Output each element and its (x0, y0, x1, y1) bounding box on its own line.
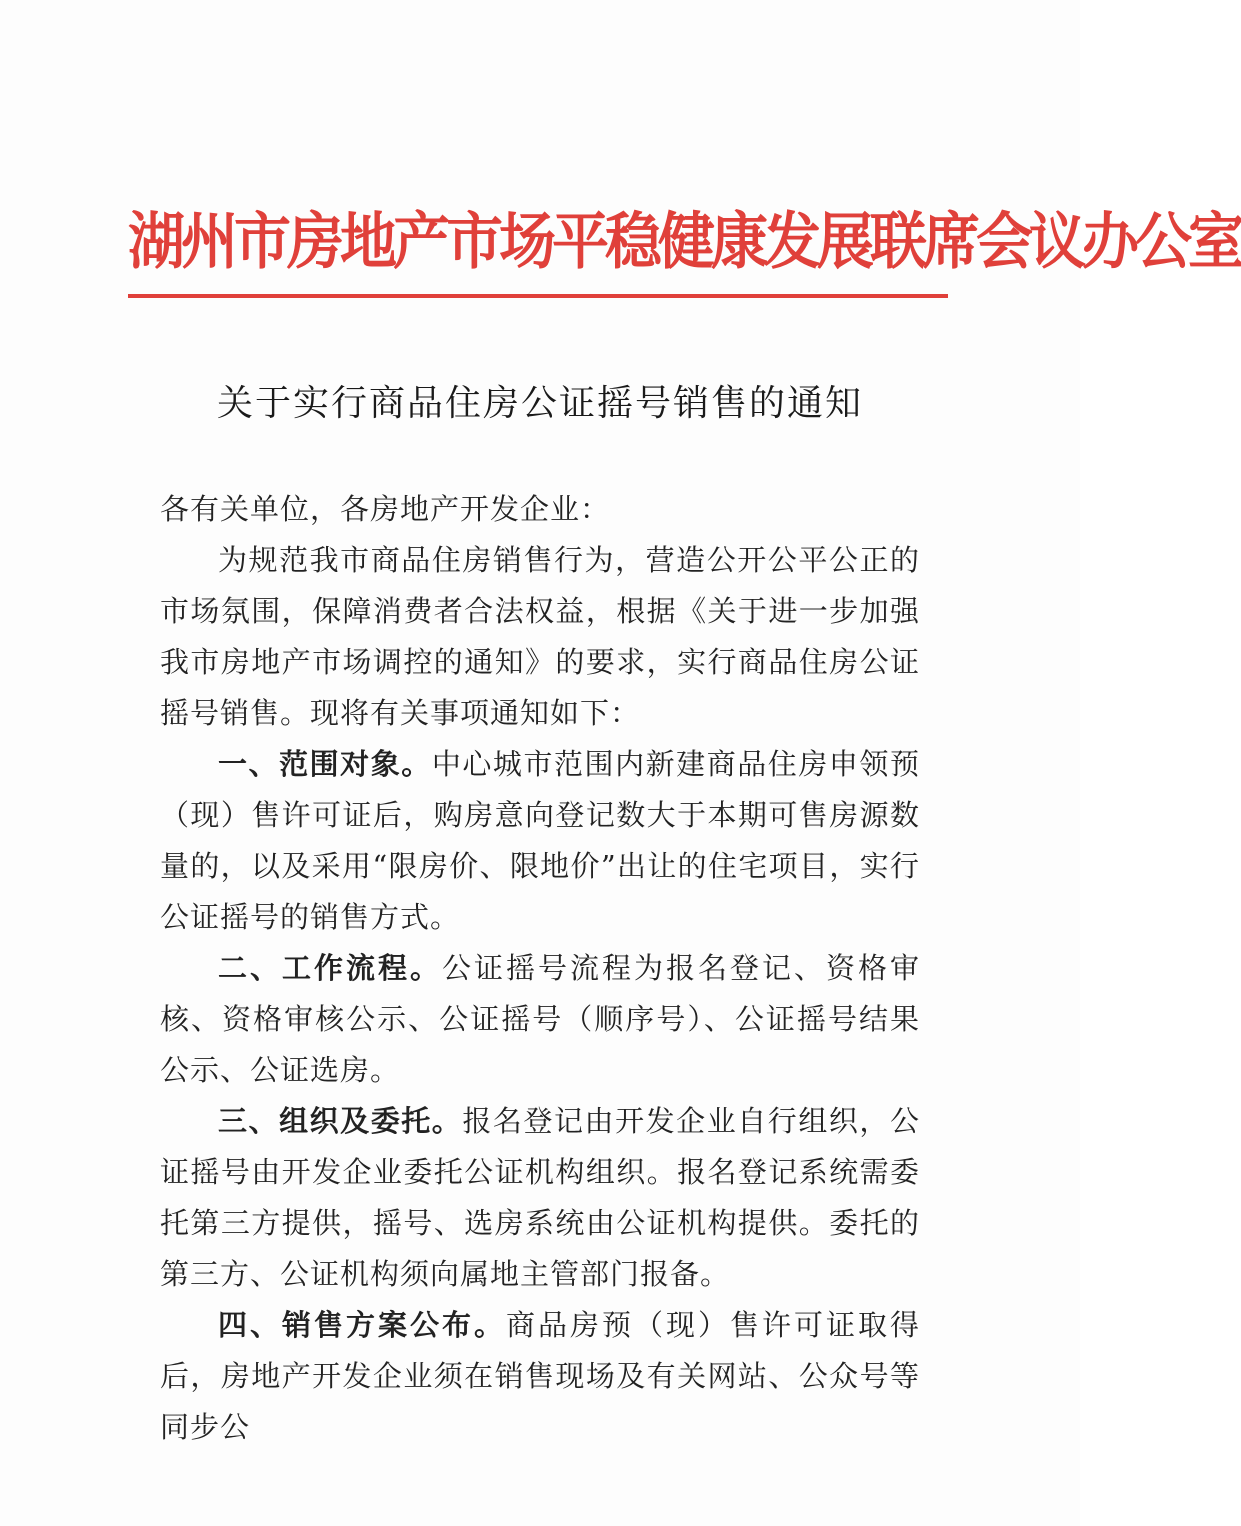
section-heading: 一、范围对象。 (218, 747, 432, 781)
red-divider-line (128, 294, 948, 298)
document-body (160, 484, 920, 1453)
section-heading: 四、销售方案公布。 (218, 1308, 506, 1342)
section-sales-plan (160, 1300, 920, 1453)
section-text: 商品房预（现）售许可证取得后，房地产开发企业须在销售现场及有关网站、公众号等同步公 (160, 1308, 920, 1444)
section-organization (160, 1096, 920, 1300)
issuer-header: 湖州市房地产市场平稳健康发展联席会议办公室 (128, 206, 1241, 278)
intro-paragraph: 为规范我市商品住房销售行为，营造公开公平公正的市场氛围，保障消费者合法权益，根据《关于进一步加强我市房地产市场调控的通知》的要求，实行商品住房公证摇号销售。现将有关事项通知如下： (160, 543, 920, 730)
salutation: 各有关单位，各房地产开发企业： (160, 492, 611, 526)
section-text: 报名登记由开发企业自行组织，公证摇号由开发企业委托公证机构组织。报名登记系统需委托第三方提供，摇号、选房系统由公证机构提供。委托的第三方、公证机构须向属地主管部门报备。 (160, 1104, 920, 1291)
document-title: 关于实行商品住房公证摇号销售的通知 (216, 383, 863, 424)
section-heading: 二、工作流程。 (218, 951, 442, 985)
section-scope (160, 739, 920, 943)
section-text: 公证摇号流程为报名登记、资格审核、资格审核公示、公证摇号（顺序号）、公证摇号结果公示、公证选房。 (160, 951, 920, 1087)
section-heading: 三、组织及委托。 (218, 1104, 463, 1138)
section-text: 中心城市范围内新建商品住房申领预（现）售许可证后，购房意向登记数大于本期可售房源数量的，以及采用“限房价、限地价”出让的住宅项目，实行公证摇号的销售方式。 (160, 747, 920, 934)
section-workflow (160, 943, 920, 1096)
